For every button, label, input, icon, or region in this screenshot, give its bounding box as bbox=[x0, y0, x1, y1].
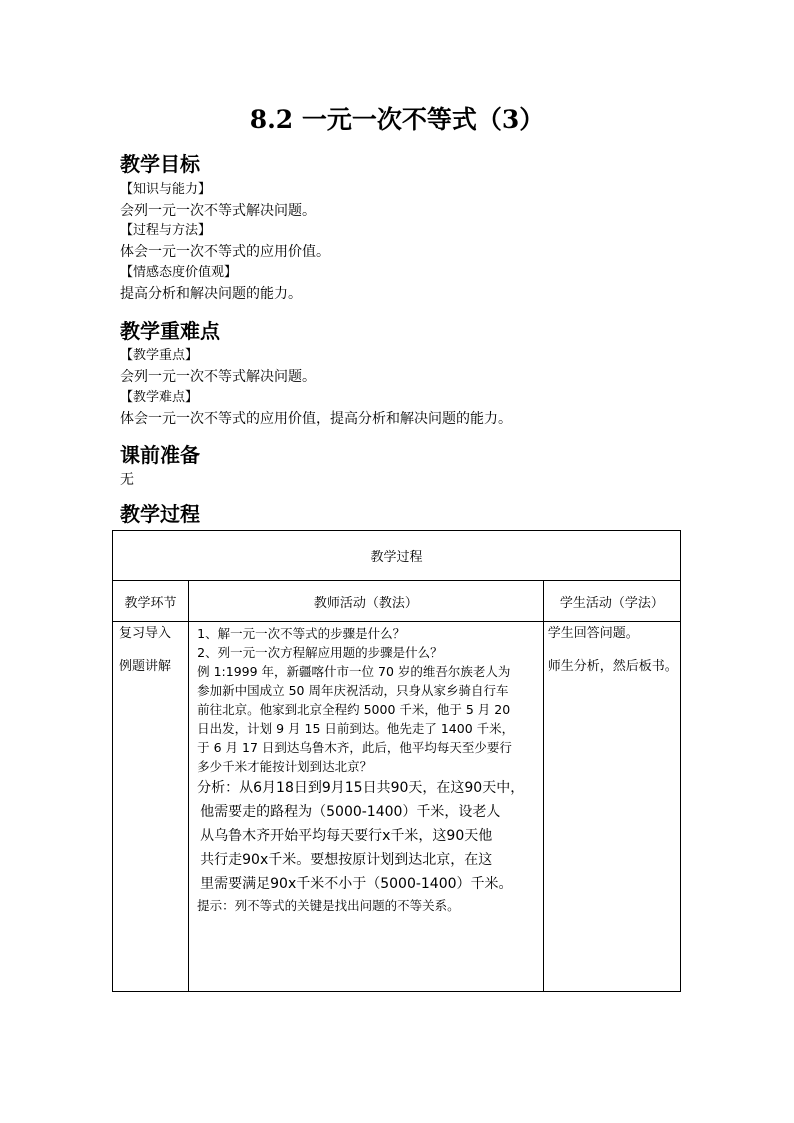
process-heading: 教学过程 bbox=[120, 502, 200, 526]
analysis-line: 里需要满足90x千米不小于（5000-1400）千米。 bbox=[200, 876, 513, 892]
student-activity-cell bbox=[543, 622, 680, 992]
goals-heading: 教学目标 bbox=[120, 152, 200, 176]
keypoint-tag-difficulty: 【教学难点】 bbox=[120, 390, 199, 405]
analysis-line: 分析：从6月18日到9月15日共90天，在这90天中， bbox=[197, 780, 525, 796]
analysis-line: 共行走90x千米。要想按原计划到达北京，在这 bbox=[200, 852, 493, 868]
teacher-line: 日出发，计划 9 月 15 日前到达。他先走了 1400 千米， bbox=[197, 721, 515, 736]
hint-line: 提示：列不等式的关键是找出问题的不等关系。 bbox=[197, 898, 460, 913]
document-title: 8.2 一元一次不等式（3） bbox=[249, 105, 545, 134]
teacher-line: 2、列一元一次方程解应用题的步骤是什么？ bbox=[197, 645, 443, 660]
prep-text: 无 bbox=[120, 472, 134, 488]
teacher-line: 1、解一元一次不等式的步骤是什么？ bbox=[197, 626, 406, 641]
teacher-line: 参加新中国成立 50 周年庆祝活动，只身从家乡骑自行车 bbox=[197, 683, 509, 698]
teacher-line: 前往北京。他家到北京全程约 5000 千米，他于 5 月 20 bbox=[197, 702, 511, 717]
column-header-student: 学生活动（学法） bbox=[543, 581, 680, 622]
goal-text-process: 体会一元一次不等式的应用价值。 bbox=[120, 244, 330, 260]
teacher-line: 例 1:1999 年，新疆喀什市一位 70 岁的维吾尔族老人为 bbox=[197, 664, 511, 679]
analysis-line: 他需要走的路程为（5000-1400）千米，设老人 bbox=[200, 804, 501, 820]
keypoints-heading: 教学重难点 bbox=[120, 319, 220, 343]
teacher-activity-cell bbox=[189, 622, 544, 992]
teacher-line: 于 6 月 17 日到达乌鲁木齐，此后，他平均每天至少要行 bbox=[197, 740, 512, 755]
prep-heading: 课前准备 bbox=[120, 443, 200, 467]
column-header-teacher: 教师活动（教法） bbox=[189, 581, 544, 622]
goal-text-attitude: 提高分析和解决问题的能力。 bbox=[120, 286, 302, 302]
stage-cell bbox=[113, 622, 189, 992]
goal-tag-knowledge: 【知识与能力】 bbox=[120, 182, 212, 197]
column-header-stage: 教学环节 bbox=[113, 581, 189, 622]
goal-text-knowledge: 会列一元一次不等式解决问题。 bbox=[120, 203, 316, 219]
process-table bbox=[112, 530, 681, 992]
student-line: 学生回答问题。 bbox=[547, 626, 639, 641]
student-line: 师生分析，然后板书。 bbox=[547, 659, 678, 674]
keypoint-tag-focus: 【教学重点】 bbox=[120, 348, 199, 363]
keypoint-text-focus: 会列一元一次不等式解决问题。 bbox=[120, 369, 316, 385]
analysis-line: 从乌鲁木齐开始平均每天要行x千米，这90天他 bbox=[200, 828, 493, 844]
teacher-line: 多少千米才能按计划到达北京？ bbox=[197, 759, 373, 774]
goal-tag-attitude: 【情感态度价值观】 bbox=[120, 265, 238, 280]
keypoint-text-difficulty: 体会一元一次不等式的应用价值，提高分析和解决问题的能力。 bbox=[120, 411, 512, 427]
goal-tag-process: 【过程与方法】 bbox=[120, 223, 212, 238]
table-caption: 教学过程 bbox=[113, 531, 681, 581]
stage-example: 例题讲解 bbox=[119, 659, 172, 674]
stage-review: 复习导入 bbox=[119, 626, 172, 641]
